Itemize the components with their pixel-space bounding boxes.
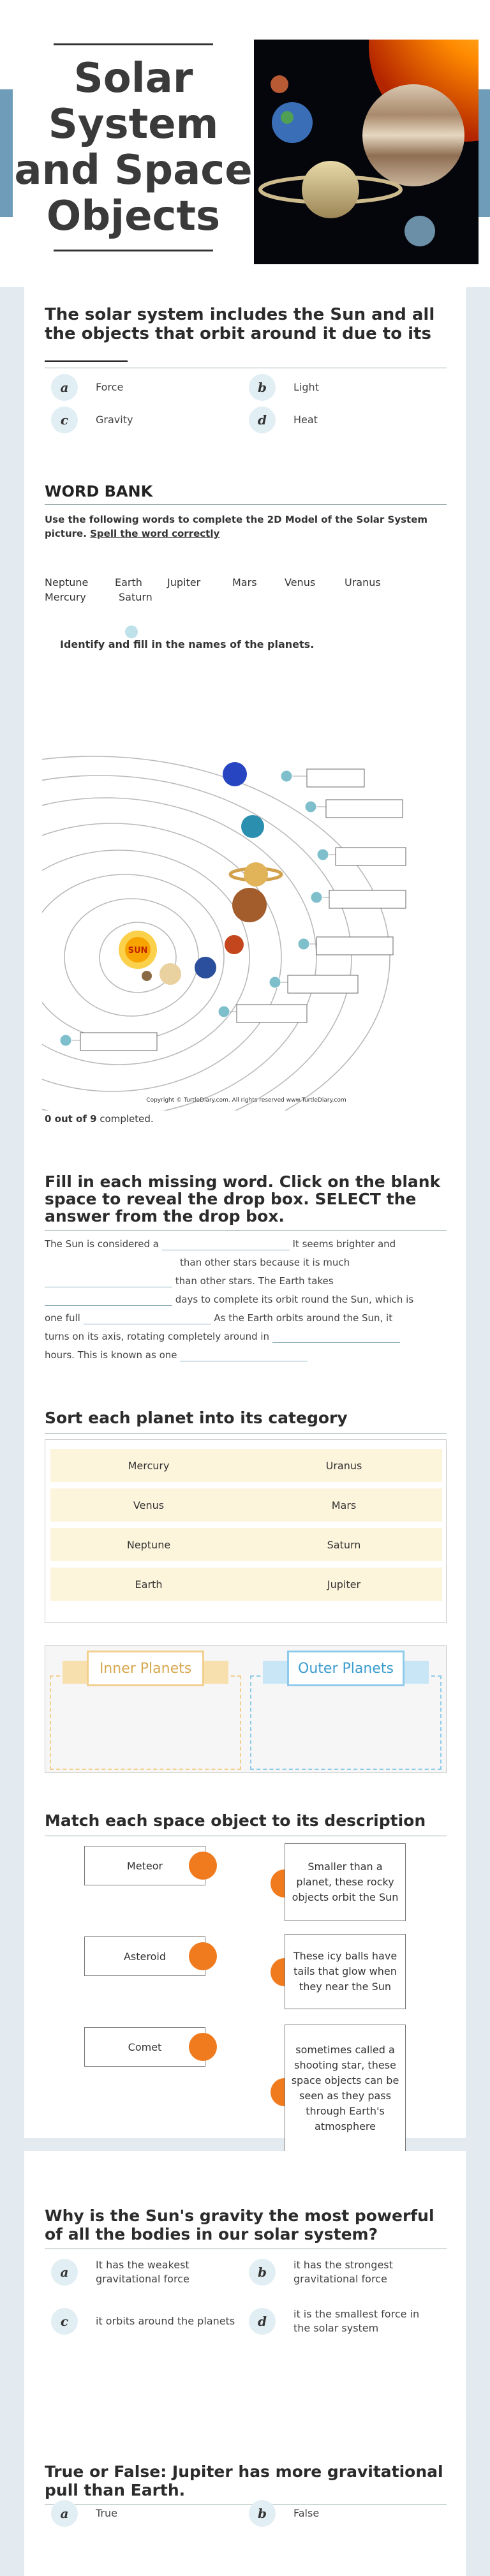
wordbank-header [45, 483, 447, 505]
progress-suffix: completed. [100, 1113, 154, 1125]
title-line: Objects [46, 193, 221, 240]
passage-text: turns on its axis, rotating completely around in [45, 1331, 270, 1342]
sort-item[interactable]: Saturn [246, 1528, 442, 1561]
option-text: Light [293, 381, 319, 393]
option-letter: c [51, 2308, 78, 2335]
title-box [13, 40, 254, 264]
earth-land [281, 111, 293, 124]
option-letter: c [51, 407, 78, 433]
title-rule-bottom [54, 250, 213, 251]
worksheet-title [13, 50, 254, 244]
progress-count: 0 out of 9 [45, 1113, 97, 1125]
jupiter-shape [362, 84, 464, 186]
match-left-comet[interactable]: Comet [84, 2027, 205, 2067]
tf-option-a[interactable] [51, 2501, 117, 2526]
instruction-text: Use the following words to complete the 2D Model of the Solar System picture. [45, 514, 428, 539]
passage-text: It seems brighter and [292, 1238, 396, 1250]
option-text: Gravity [96, 414, 133, 426]
q1-option-c[interactable] [51, 407, 133, 433]
solar-system-diagram [42, 721, 419, 1111]
title-line: System [48, 101, 219, 148]
match-right-1[interactable]: Smaller than a planet, these rocky objects orbit the Sun [285, 1843, 406, 1921]
blank-3[interactable] [45, 1294, 172, 1306]
gravity-option-b[interactable] [249, 2259, 421, 2285]
word-bank-item: Neptune [45, 576, 89, 588]
fill-rule [45, 1230, 447, 1231]
word-bank-item: Mercury [45, 591, 86, 603]
sort-question [45, 1409, 447, 1434]
option-text: False [293, 2507, 320, 2519]
match-question [45, 1811, 447, 1836]
word-bank-item: Jupiter [167, 576, 201, 588]
task-label: Identify and fill in the names of the planets. [60, 638, 315, 650]
q1-title: The solar system includes the Sun and all the objects that orbit around it due to its __________ [45, 305, 435, 363]
option-text: it is the smallest force in the solar system [293, 2308, 420, 2334]
q1-option-a[interactable] [51, 375, 123, 400]
tf-question [45, 2462, 447, 2505]
gravity-title: Why is the Sun's gravity the most powerful of all the bodies in our solar system? [45, 2206, 434, 2243]
fill-question [45, 1173, 447, 1231]
sort-item[interactable]: Earth [50, 1568, 247, 1601]
match-connector-left[interactable] [189, 1942, 217, 1970]
option-letter: d [249, 407, 276, 433]
header [0, 0, 490, 287]
option-text: Heat [293, 414, 318, 426]
passage-line [45, 1272, 447, 1291]
q1-question [45, 305, 447, 368]
passage-line [45, 1346, 447, 1365]
gravity-option-d[interactable] [249, 2309, 427, 2334]
option-text: It has the weakest gravitational force [96, 2259, 189, 2285]
sun-label: SUN [128, 946, 148, 955]
passage-line [45, 1235, 447, 1254]
neptune-shape [405, 216, 435, 246]
option-letter: b [249, 374, 276, 401]
sort-item[interactable]: Mars [246, 1488, 442, 1522]
match-right-2[interactable]: These icy balls have tails that glow when they near the Sun [285, 1934, 406, 2009]
passage-text: As the Earth orbits around the Sun, it [214, 1312, 393, 1324]
match-title: Match each space object to its description [45, 1811, 426, 1830]
sort-item[interactable]: Neptune [50, 1528, 247, 1561]
option-letter: b [249, 2500, 276, 2527]
saturn-shape [302, 161, 359, 218]
fill-title: Fill in each missing word. Click on the blank space to reveal the drop box. SELECT the answer from the drop box. [45, 1172, 441, 1225]
planet-saturn [244, 862, 268, 887]
q1-option-b[interactable] [249, 375, 319, 400]
passage-line [45, 1309, 447, 1328]
tf-option-b[interactable] [249, 2501, 319, 2526]
blank-4[interactable] [84, 1313, 211, 1324]
hero-svg [254, 40, 479, 264]
blank-6[interactable] [180, 1350, 308, 1361]
fill-passage [45, 1235, 447, 1365]
match-connector-left[interactable] [189, 2033, 217, 2061]
instruction-emphasis: Spell the word correctly [90, 528, 220, 539]
inner-planets-bin[interactable] [50, 1675, 241, 1770]
planet-neptune [223, 762, 247, 786]
gravity-question [45, 2206, 447, 2249]
word-bank-item: Saturn [119, 591, 152, 603]
planet-mars [225, 935, 244, 954]
option-letter: d [249, 2308, 276, 2335]
passage-line [45, 1254, 447, 1272]
match-connector-left[interactable] [189, 1852, 217, 1880]
title-line: and Space [14, 147, 253, 194]
wordbank-title: WORD BANK [45, 483, 153, 500]
word-bank-item: Earth [115, 576, 142, 588]
inner-bin-label: Inner Planets [87, 1651, 204, 1686]
sort-item[interactable]: Venus [50, 1488, 247, 1522]
option-text: Force [96, 381, 124, 393]
planet-mercury [142, 971, 152, 981]
blank-5[interactable] [272, 1331, 400, 1343]
planet-jupiter [232, 888, 267, 922]
option-letter: a [51, 2500, 78, 2527]
option-letter: a [51, 2259, 78, 2286]
planet-venus [160, 963, 181, 985]
option-text: it has the strongest gravitational force [293, 2259, 393, 2285]
mars-shape [271, 75, 288, 93]
passage-text: than other stars because it is much [180, 1257, 350, 1268]
hero-planets-image [254, 40, 479, 264]
word-bank-item: Mars [232, 576, 257, 588]
blank-2[interactable] [45, 1276, 172, 1287]
title-line: Solar [73, 55, 193, 102]
diagram-progress [45, 1113, 154, 1125]
match-right-3[interactable]: sometimes called a shooting star, these space objects can be seen as they pass through Earth's atmosphere [285, 2025, 406, 2152]
passage-text: one full [45, 1312, 80, 1324]
sort-title: Sort each planet into its category [45, 1409, 348, 1427]
q1-option-d[interactable] [249, 407, 318, 433]
outer-bin-label: Outer Planets [287, 1651, 405, 1686]
planet-uranus [241, 815, 264, 838]
passage-text: The Sun is considered a [45, 1238, 159, 1250]
diagram-svg [42, 721, 419, 1111]
option-letter: a [51, 374, 78, 401]
option-text: it orbits around the planets [96, 2315, 235, 2327]
copyright-text: Copyright © TurtleDiary.com. All rights reserved www.TurtleDiary.com [146, 1097, 346, 1104]
wordbank-instruction [45, 513, 453, 541]
passage-line [45, 1291, 447, 1309]
blank-1[interactable] [162, 1239, 290, 1250]
gravity-option-a[interactable] [51, 2259, 223, 2285]
gravity-option-c[interactable] [51, 2309, 242, 2334]
sort-item[interactable]: Jupiter [246, 1568, 442, 1601]
match-left-asteroid[interactable]: Asteroid [84, 1936, 205, 1976]
sort-item[interactable]: Uranus [246, 1449, 442, 1482]
audio-dot[interactable] [125, 625, 138, 638]
passage-text: than other stars. The Earth takes [175, 1275, 334, 1287]
planet-earth [195, 957, 216, 978]
passage-line [45, 1328, 447, 1346]
outer-planets-bin[interactable] [250, 1675, 442, 1770]
title-rule-top [54, 43, 213, 45]
wordbank-rule [45, 504, 447, 505]
word-bank-item: Uranus [345, 576, 381, 588]
tf-title: True or False: Jupiter has more gravitational pull than Earth. [45, 2462, 443, 2499]
earth-shape [272, 102, 313, 143]
word-bank-item: Venus [285, 576, 316, 588]
passage-text: hours. This is known as one [45, 1349, 177, 1361]
sort-rule [45, 1433, 447, 1434]
match-left-meteor[interactable]: Meteor [84, 1846, 205, 1885]
passage-text: days to complete its orbit round the Sun, which is [175, 1294, 414, 1305]
sort-item[interactable]: Mercury [50, 1449, 247, 1482]
option-text: True [96, 2507, 117, 2519]
option-letter: b [249, 2259, 276, 2286]
